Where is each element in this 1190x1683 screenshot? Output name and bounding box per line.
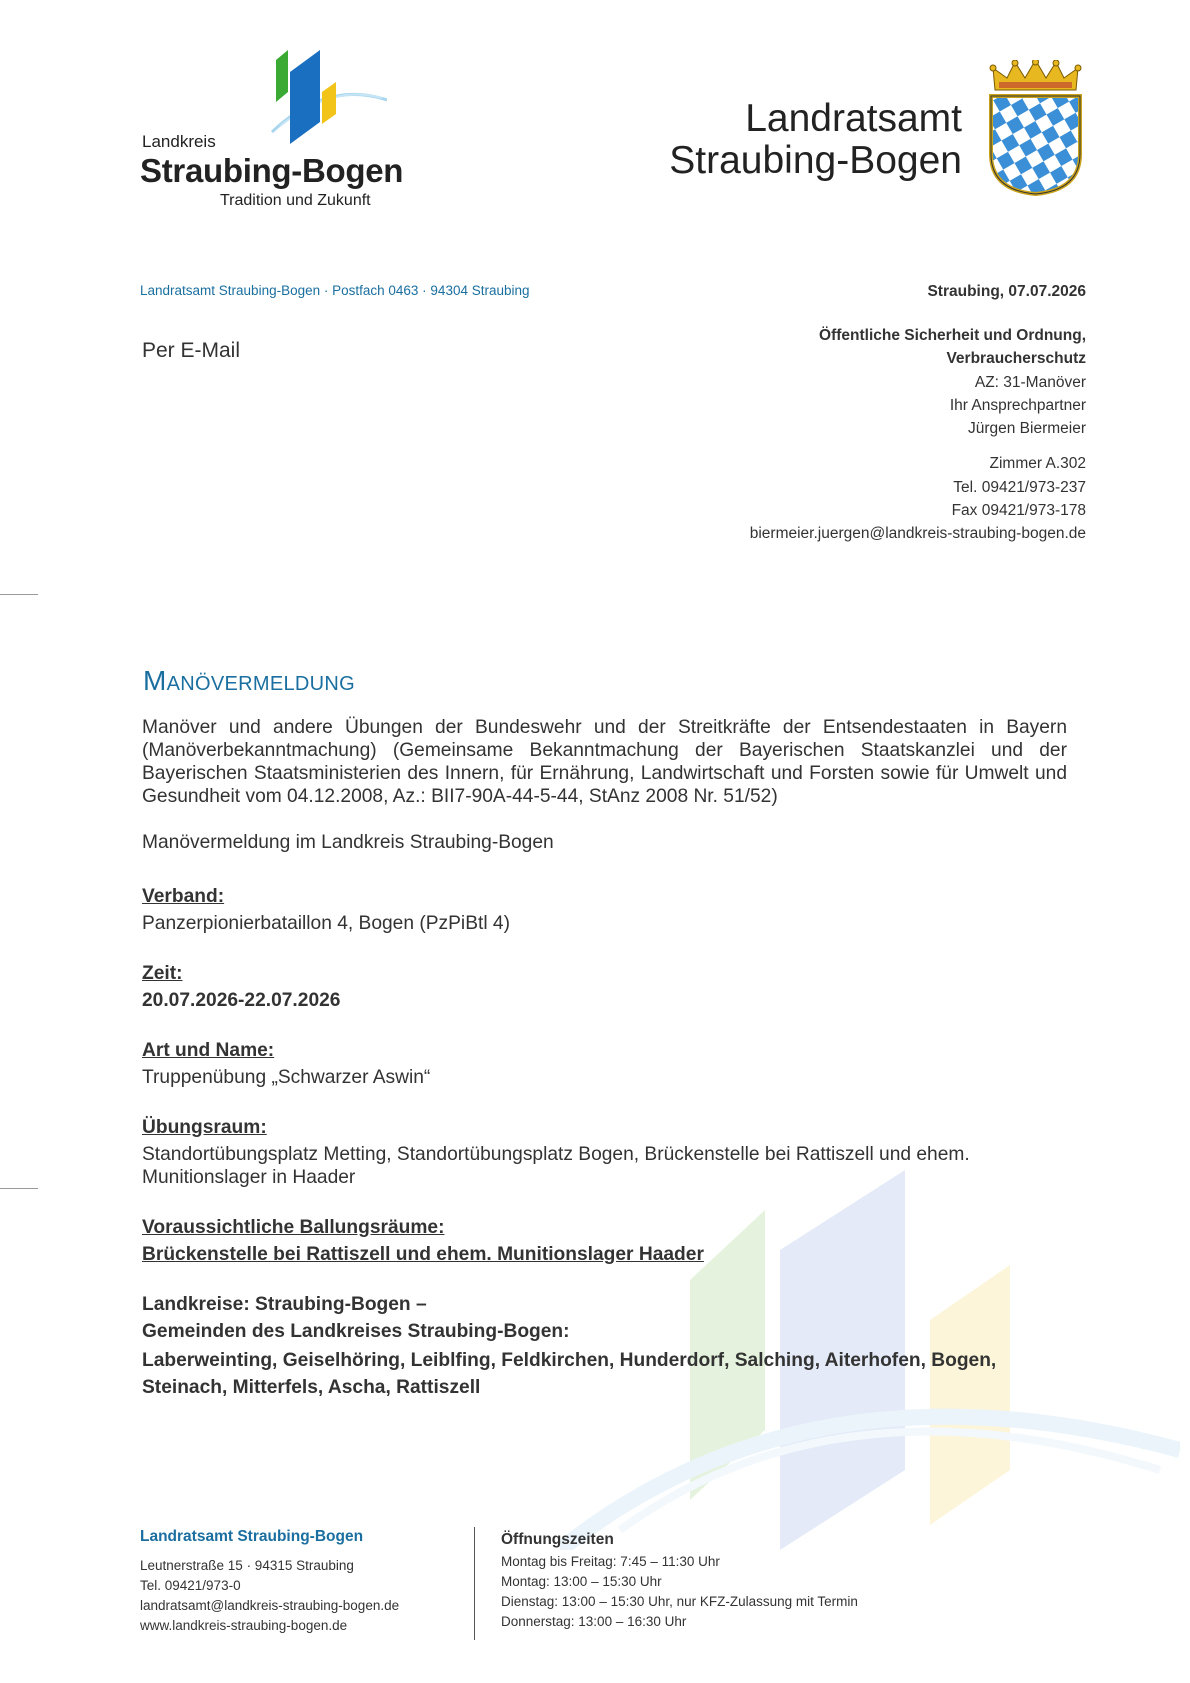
- ballungsraeume-label: Voraussichtliche Ballungsräume:: [142, 1217, 445, 1238]
- department-line2: Verbraucherschutz: [946, 350, 1086, 368]
- landkreise-line: Landkreise: Straubing-Bogen –: [142, 1294, 427, 1315]
- zeit-value: 20.07.2026-22.07.2026: [142, 990, 341, 1011]
- contact-email[interactable]: biermeier.juergen@landkreis-straubing-bogen.de: [749, 525, 1086, 543]
- office-title-line1: Landratsamt: [745, 97, 962, 140]
- fax-number: Fax 09421/973-178: [951, 502, 1086, 520]
- footer-divider: [474, 1527, 475, 1640]
- opening-hours-line: Donnerstag: 13:00 – 16:30 Uhr: [501, 1614, 687, 1629]
- footer-phone: Tel. 09421/973-0: [140, 1578, 241, 1593]
- office-title: [669, 98, 962, 182]
- ballungsraeume-value: Brückenstelle bei Rattiszell und ehem. Munitionslager Haader: [142, 1244, 704, 1265]
- fold-mark-bottom: [0, 1188, 38, 1189]
- gemeinden-list: Laberweinting, Geiselhöring, Leiblfing, Feldkirchen, Hunderdorf, Salching, Aiterhofen, Bogen, Steinach, Mitterfels, Ascha, Rattiszell: [142, 1350, 997, 1398]
- zeit-label: Zeit:: [142, 963, 183, 984]
- footer-address: Leutnerstraße 15 · 94315 Straubing: [140, 1558, 354, 1573]
- opening-hours-line: Montag: 13:00 – 15:30 Uhr: [501, 1574, 662, 1589]
- landkreis-logo: [232, 50, 387, 150]
- phone-number: Tel. 09421/973-237: [953, 478, 1086, 496]
- verband-value: Panzerpionierbataillon 4, Bogen (PzPiBtl 4): [142, 913, 510, 934]
- footer-organization: Landratsamt Straubing-Bogen: [140, 1528, 364, 1545]
- room-number: Zimmer A.302: [989, 455, 1086, 473]
- bavarian-crest-icon: [985, 60, 1086, 198]
- opening-hours-line: Dienstag: 13:00 – 15:30 Uhr, nur KFZ-Zulassung mit Termin: [501, 1594, 858, 1609]
- art-value: Truppenübung „Schwarzer Aswin“: [142, 1067, 431, 1088]
- document-body: [142, 716, 1067, 1401]
- opening-hours-line: Montag bis Freitag: 7:45 – 11:30 Uhr: [501, 1554, 720, 1569]
- verband-label: Verband:: [142, 886, 225, 907]
- opening-hours-title: Öffnungszeiten: [501, 1531, 614, 1548]
- logo-district-name: Straubing-Bogen: [140, 152, 404, 189]
- fold-mark-top: [0, 594, 38, 595]
- uebungsraum-label: Übungsraum:: [142, 1117, 267, 1138]
- logo-tagline: Tradition und Zukunft: [220, 192, 371, 209]
- sender-return-address: Landratsamt Straubing-Bogen · Postfach 0463 · 94304 Straubing: [140, 283, 530, 298]
- office-title-line2: Straubing-Bogen: [669, 139, 962, 182]
- notice-subtitle: Manövermeldung im Landkreis Straubing-Bogen: [142, 832, 554, 853]
- opening-hours: [501, 1552, 858, 1632]
- delivery-method: Per E-Mail: [142, 339, 241, 362]
- footer-website[interactable]: www.landkreis-straubing-bogen.de: [140, 1618, 348, 1633]
- file-reference: AZ: 31-Manöver: [974, 373, 1086, 391]
- art-label: Art und Name:: [142, 1040, 275, 1061]
- gemeinden-label: Gemeinden des Landkreises Straubing-Bogen:: [142, 1321, 570, 1342]
- footer-contact: [140, 1556, 399, 1636]
- uebungsraum-value: Standortübungsplatz Metting, Standortübungsplatz Bogen, Brückenstelle bei Rattiszell und ehem. Munitionslager in Haader: [142, 1144, 970, 1188]
- footer-email[interactable]: landratsamt@landkreis-straubing-bogen.de: [140, 1598, 400, 1613]
- contact-person-label: Ihr Ansprechpartner: [949, 396, 1086, 414]
- place-date: Straubing, 07.07.2026: [927, 283, 1086, 300]
- contact-block: [750, 324, 1086, 546]
- department-line1: Öffentliche Sicherheit und Ordnung,: [819, 327, 1086, 344]
- document-title: Manövermeldung: [143, 665, 355, 696]
- logo-landkreis-text: Landkreis: [142, 132, 216, 151]
- contact-person-name: Jürgen Biermeier: [967, 420, 1086, 438]
- legal-reference-paragraph: Manöver und andere Übungen der Bundeswehr und der Streitkräfte der Entsendestaaten in Bayern (Manöverbekanntmachung) (Gemeinsame Bekanntmachung der Bayerischen Staatskanzlei und der Bayerischen Staatsministerien des Innern, für Ernährung, Landwirtschaft und Forsten sowie für Umwelt und Gesundheit vom 04.12.2008, Az.: BII7-90A-44-5-44, StAnz 2008 Nr. 51/52): [142, 717, 1067, 807]
